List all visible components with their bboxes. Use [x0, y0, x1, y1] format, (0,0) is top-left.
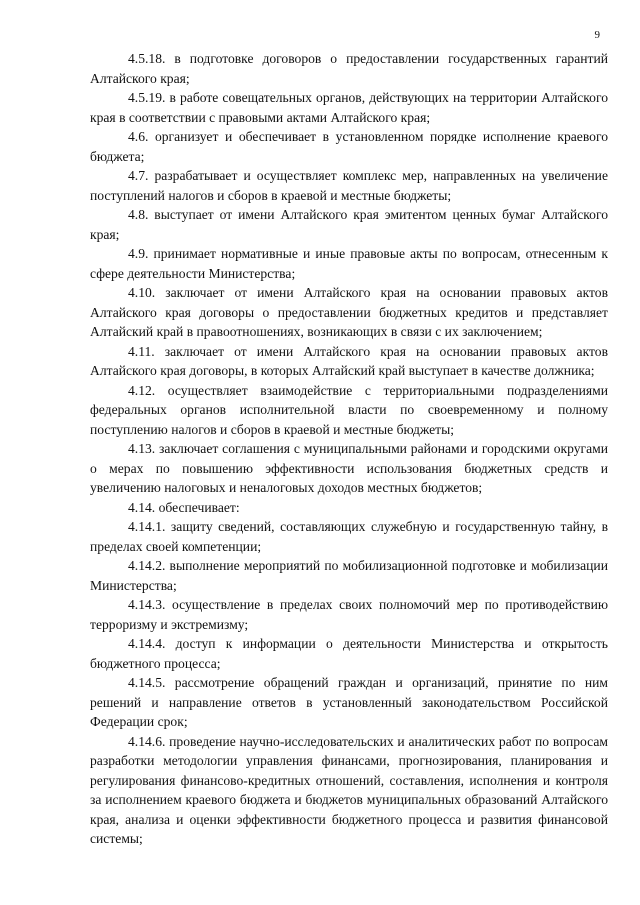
paragraph-4-8: 4.8. выступает от имени Алтайского края эмитентом ценных бумаг Алтайского края; [90, 207, 608, 242]
paragraph-4-14: 4.14. обеспечивает: [128, 499, 240, 515]
paragraph-4-5-18: 4.5.18. в подготовке договоров о предоставлении государственных гарантий Алтайского края; [90, 51, 608, 86]
paragraph-4-12: 4.12. осуществляет взаимодействие с территориальными подразделениями федеральных органов исполнительной власти по своевременному и полному поступлению налогов и сборов в краевой и местные бюджеты; [90, 382, 608, 437]
document-body [90, 49, 608, 849]
page-number: 9 [594, 29, 600, 41]
paragraph-4-9: 4.9. принимает нормативные и иные правовые акты по вопросам, отнесенным к сфере деятельности Министерства; [90, 246, 608, 281]
paragraph-4-14-3: 4.14.3. осуществление в пределах своих полномочий мер по противодействию терроризму и экстремизму; [90, 597, 608, 632]
paragraph-4-14-4: 4.14.4. доступ к информации о деятельности Министерства и открытость бюджетного процесса; [90, 636, 608, 671]
paragraph-4-10: 4.10. заключает от имени Алтайского края на основании правовых актов Алтайского края договоры о предоставлении бюджетных кредитов и представляет Алтайский край в правоотношениях, возникающих в связи с их заключением; [90, 285, 608, 339]
paragraph-4-5-19: 4.5.19. в работе совещательных органов, действующих на территории Алтайского края в соответствии с правовыми актами Алтайского края; [90, 90, 608, 125]
paragraph-4-13: 4.13. заключает соглашения с муниципальными районами и городскими округами о мерах по повышению эффективности использования бюджетных средств и увеличению налоговых и неналоговых доходов местных бюджетов; [90, 441, 608, 495]
paragraph-4-14-5: 4.14.5. рассмотрение обращений граждан и организаций, принятие по ним решений и направление ответов в установленный законодательством Российской Федерации срок; [90, 675, 608, 729]
paragraph-4-14-2: 4.14.2. выполнение мероприятий по мобилизационной подготовке и мобилизации Министерства; [90, 558, 608, 593]
paragraph-4-14-1: 4.14.1. защиту сведений, составляющих служебную и государственную тайну, в пределах своей компетенции; [90, 519, 608, 554]
paragraph-4-6: 4.6. организует и обеспечивает в установленном порядке исполнение краевого бюджета; [90, 129, 608, 164]
paragraph-4-7: 4.7. разрабатывает и осуществляет комплекс мер, направленных на увеличение поступлений налогов и сборов в краевой и местные бюджеты; [90, 168, 608, 203]
paragraph-4-14-6: 4.14.6. проведение научно-исследовательских и аналитических работ по вопросам разработки методологии управления финансами, прогнозирования, планирования и регулирования финансово-кредитных отношений, составления, исполнения и контроля за исполнением краевого бюджета и бюджетов муниципальных образований Алтайского края, анализа и оценки эффективности бюджетного процесса и развития финансовой системы; [90, 733, 608, 846]
paragraph-4-11: 4.11. заключает от имени Алтайского края на основании правовых актов Алтайского края договоры, в которых Алтайский край выступает в качестве должника; [90, 343, 608, 378]
